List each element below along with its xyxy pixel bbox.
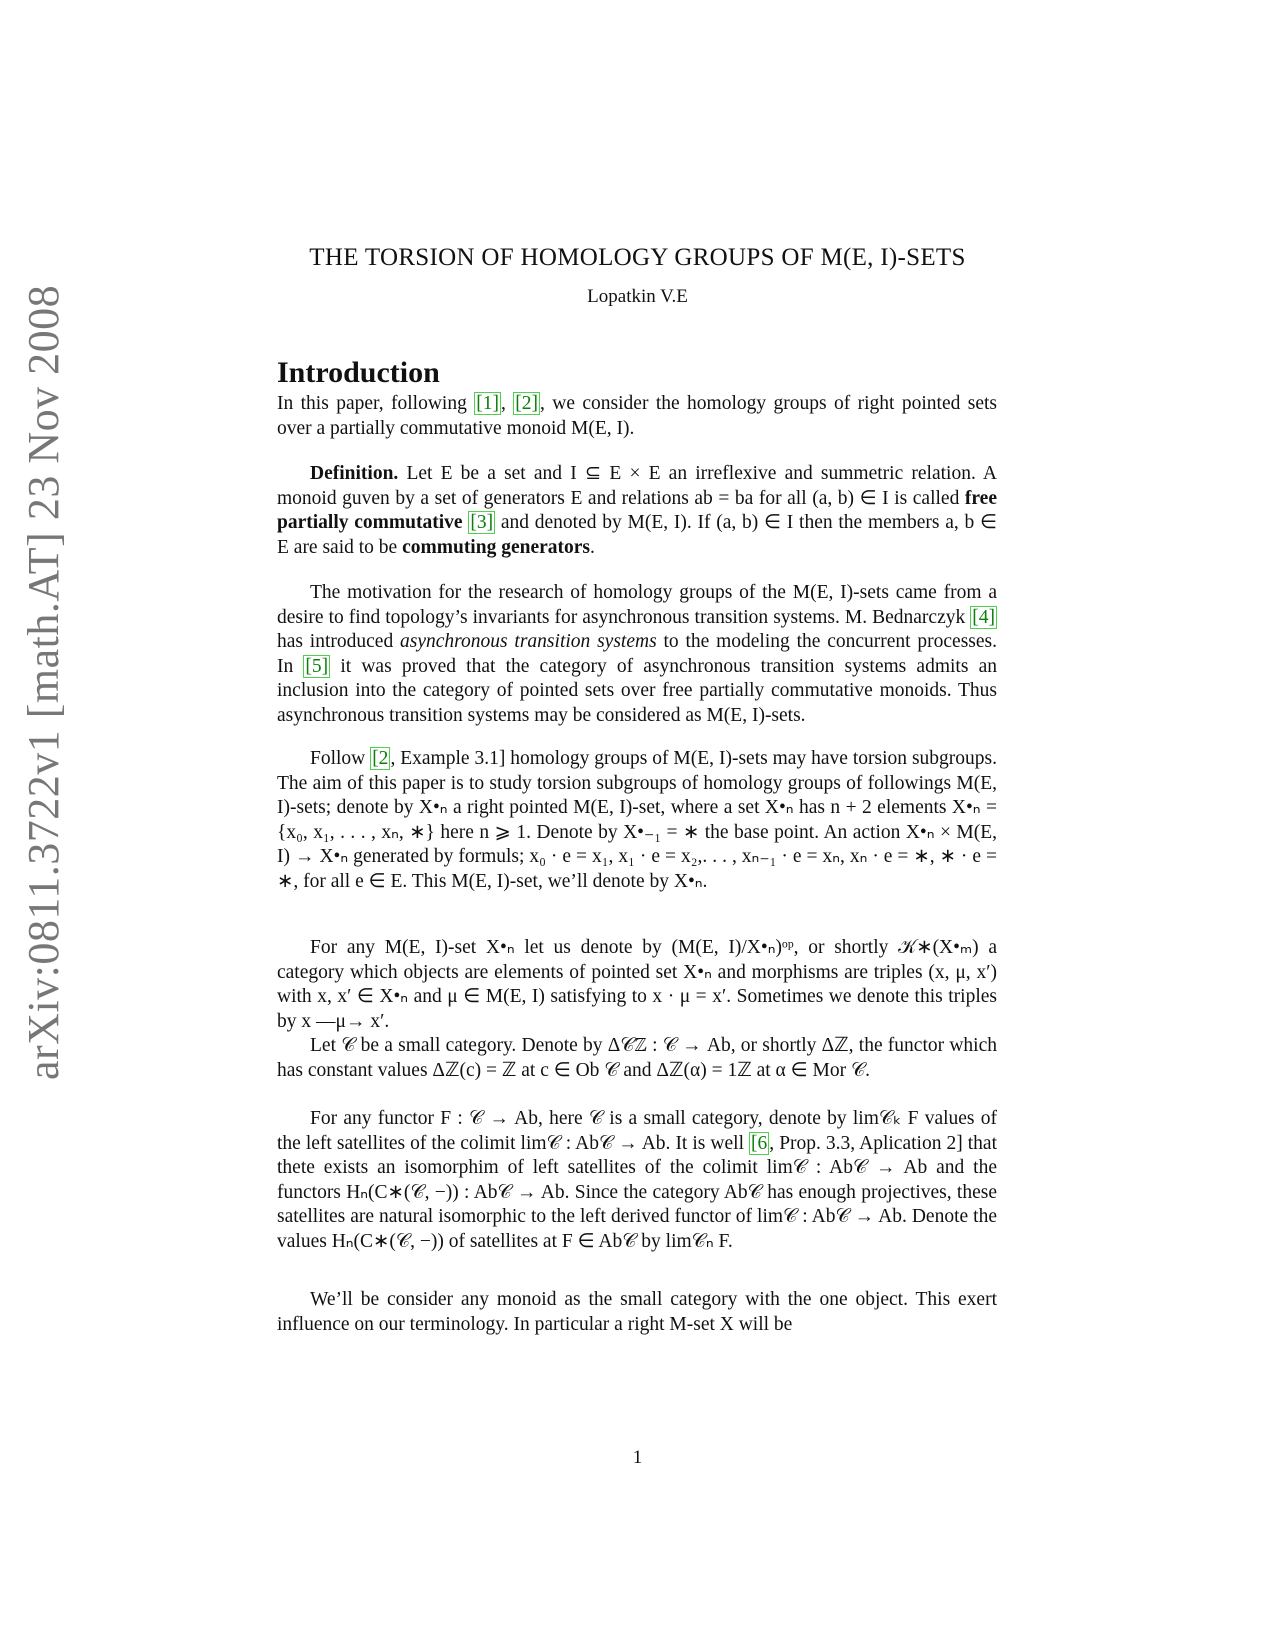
paragraph-category: For any M(E, I)-set X•ₙ let us denote by (M(E, I)/X•ₙ)ᵒᵖ, or shortly 𝒦∗(X•ₘ) a category which objects are elements of pointed set X•ₙ and morphisms are triples (x, μ, x′) with x, x′ ∈ X•ₙ and μ ∈ M(E, I) satisfying to x · μ = x′. Sometimes we denote this triples by x —μ→ x′. — [277, 937, 997, 1032]
citation-link[interactable]: [2 — [372, 748, 389, 769]
term-free-partially-commutative: free partially commutative — [277, 487, 997, 534]
citation-link[interactable]: [5] — [305, 655, 329, 677]
citation-link[interactable]: [4] — [972, 606, 995, 628]
emphasis-text: asynchronous transition systems — [400, 631, 657, 653]
citation-link[interactable]: [1] — [476, 393, 499, 414]
paragraph-definition: Definition. Let E be a set and I ⊆ E × E an irreflexive and summetric relation. A monoid guven by a set of generators E and relations ab = ba for all (a, b) ∈ I is called free partially commutative [3] and denoted by M(E, I). If (a, b) ∈ I then the members a, b ∈ E are said to be commuting generators. — [277, 463, 997, 558]
citation-link[interactable]: [3] — [470, 512, 494, 534]
paragraph-intro: In this paper, following [1] , [2] , we consider the homology groups of right pointed sets over a partially commutative monoid M(E, I). — [277, 393, 998, 439]
paragraph-functor: For any functor F : 𝒞 → Ab, here 𝒞 is a small category, denote by lim𝒞ₖ F values of the left satellites of the colimit lim𝒞 : Ab𝒞 → Ab. It is well [6 , Prop. 3.3, Aplication 2] that thete exists an isomorphim of left satellites of the colimit lim𝒞 : Ab𝒞 → Ab and the functors Hₙ(C∗(𝒞, −)) : Ab𝒞 → Ab. Since the category Ab𝒞 has enough projectives, these satellites are natural isomorphic to the left derived functor of lim𝒞 : Ab𝒞 → Ab. Denote the values Hₙ(C∗(𝒞, −)) of satellites at F ∈ Ab𝒞 by lim𝒞ₙ F. — [277, 1108, 998, 1252]
paper-author: Lopatkin V.E — [587, 286, 688, 307]
arxiv-identifier: arXiv:0811.3722v1 [math.AT] 23 Nov 2008 — [19, 284, 68, 1080]
paragraph-torsion: Follow [2 , Example 3.1] homology groups of M(E, I)-sets may have torsion subgroups. The aim of this paper is to study torsion subgroups of homology groups of followings M(E, I)-sets; denote by X•ₙ a right pointed M(E, I)-set, where a set X•ₙ has n + 2 elements X•ₙ = {x₀, x₁, . . . , xₙ, ∗} here n ⩾ 1. Denote by X•₋₁ = ∗ the base point. An action X•ₙ × M(E, I) → X•ₙ generated by formuls; x₀ · e = x₁, x₁ · e = x₂,. . . , xₙ₋₁ · e = xₙ, xₙ · e = ∗, ∗ · e = ∗, for all e ∈ E. This M(E, I)-set, we’ll denote by X•ₙ. — [277, 748, 997, 892]
paragraph-monoid: We’ll be consider any monoid as the small category with the one object. This exert influence on our terminology. In particular a right M-set X will be — [277, 1289, 997, 1335]
paragraph-small-category: Let 𝒞 be a small category. Denote by Δ𝒞ℤ : 𝒞 → Ab, or shortly Δℤ, the functor which has constant values Δℤ(c) = ℤ at c ∈ Ob 𝒞 and Δℤ(α) = 1ℤ at α ∈ Mor 𝒞. — [277, 1035, 997, 1081]
definition-label: Definition. — [310, 463, 399, 484]
section-heading: Introduction — [277, 356, 440, 389]
page-number: 1 — [632, 1447, 643, 1468]
paper-title: THE TORSION OF HOMOLOGY GROUPS OF M(E, I)-SETS — [309, 244, 966, 271]
citation-link[interactable]: [6 — [751, 1132, 768, 1154]
term-commuting-generators: commuting generators — [402, 536, 590, 558]
paragraph-motivation: The motivation for the research of homology groups of the M(E, I)-sets came from a desire to find topology’s invariants for asynchronous transition systems. M. Bednarczyk [4] has introduced asynchronous transition systems to the modeling the concurrent processes. In [5] it was proved that the category of asynchronous transition systems admits an inclusion into the category of pointed sets over free partially commutative monoids. Thus asynchronous transition systems may be considered as M(E, I)-sets. — [277, 582, 997, 726]
citation-link[interactable]: [2] — [515, 393, 538, 414]
